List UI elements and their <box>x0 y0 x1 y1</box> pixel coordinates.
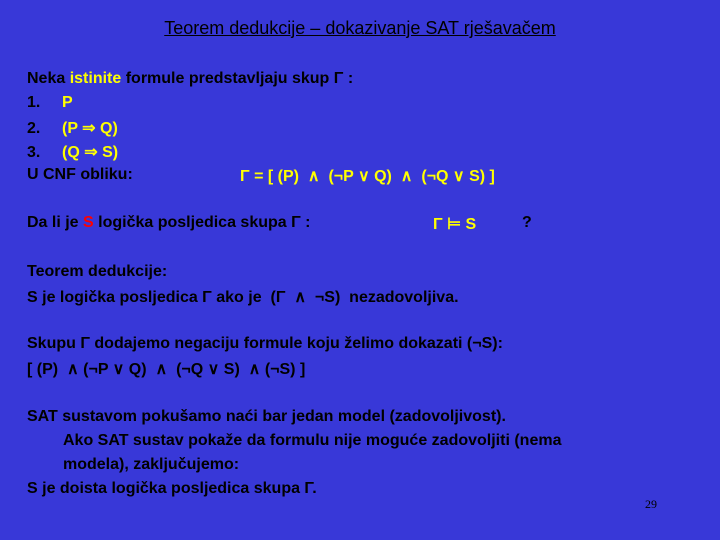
question-pre: Da li je <box>27 214 84 231</box>
formula-3-num: 3. <box>27 144 41 161</box>
formula-1-text: P <box>62 94 73 111</box>
formula-2-num: 2. <box>27 120 41 137</box>
negation-line-1: Skupu Γ dodajemo negaciju formule koju želimo dokazati (¬S): <box>27 335 503 352</box>
question-highlight: S <box>83 214 94 231</box>
formula-3-text: (Q ⇒ S) <box>62 144 119 161</box>
cnf-expression: Γ = [ (P) ∧ (¬P ∨ Q) ∧ (¬Q ∨ S) ] <box>240 168 495 185</box>
question-post: logička posljedica skupa Γ : <box>93 214 311 231</box>
entailment-expression: Γ ⊨ S <box>433 216 477 233</box>
formula-2 <box>27 118 118 138</box>
intro-pre: Neka <box>27 70 70 87</box>
sat-line-4: S je doista logička posljedica skupa Γ. <box>27 480 317 497</box>
sat-line-3: modela), zaključujemo: <box>63 456 240 473</box>
cnf-label: U CNF obliku: <box>27 166 133 183</box>
intro-line <box>27 70 353 88</box>
negation-line-2: [ (P) ∧ (¬P ∨ Q) ∧ (¬Q ∨ S) ∧ (¬S) ] <box>27 361 306 378</box>
page-number: 29 <box>645 497 657 511</box>
intro-post: formule predstavljaju skup Γ : <box>121 70 354 87</box>
theorem-line: S je logička posljedica Γ ako je (Γ ∧ ¬S) nezadovoljiva. <box>27 289 459 306</box>
sat-line-1: SAT sustavom pokušamo naći bar jedan model (zadovoljivost). <box>27 408 506 425</box>
theorem-heading: Teorem dedukcije: <box>27 263 168 280</box>
intro-highlight: istinite <box>69 70 122 87</box>
formula-1 <box>27 94 73 112</box>
formula-1-num: 1. <box>27 94 41 111</box>
formula-2-text: (P ⇒ Q) <box>62 120 118 137</box>
question-line <box>27 214 311 232</box>
sat-line-2: Ako SAT sustav pokaže da formulu nije moguće zadovoljiti (nema <box>63 432 562 449</box>
formula-3 <box>27 142 118 162</box>
slide-title: Teorem dedukcije – dokazivanje SAT rješavačem <box>164 18 556 38</box>
question-mark: ? <box>522 214 532 231</box>
